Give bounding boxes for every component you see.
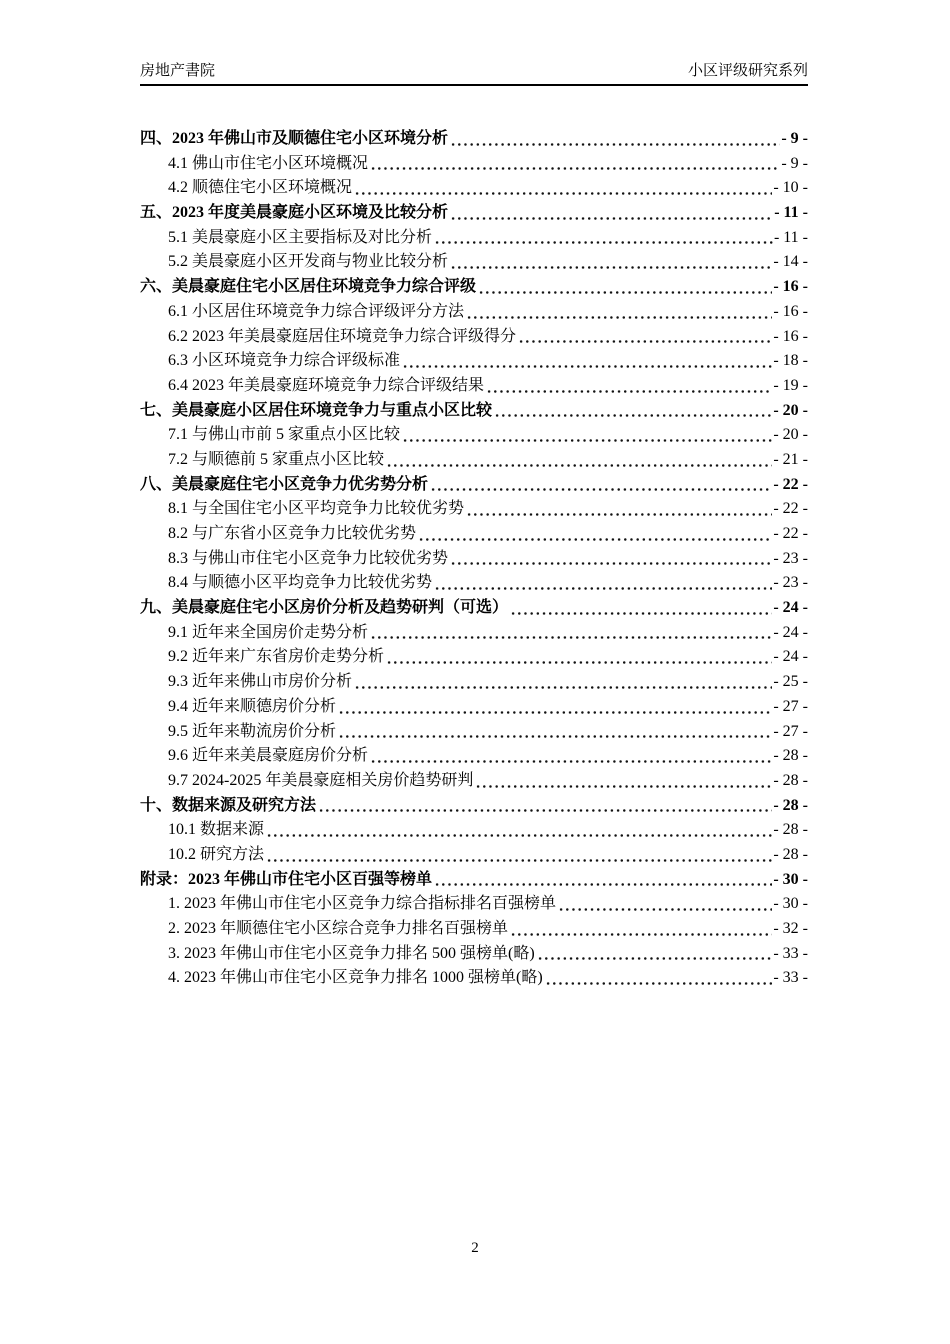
toc-entry-leader — [386, 645, 772, 670]
page-footer — [0, 1240, 950, 1257]
toc-entry-title: 9.7 2024-2025 年美晨豪庭相关房价趋势研判 — [168, 771, 474, 789]
toc-entry-title: 6.2 2023 年美晨豪庭居住环境竞争力综合评级得分 — [168, 327, 517, 345]
toc-entry-title: 8.2 与广东省小区竞争力比较优劣势 — [168, 525, 417, 542]
toc-entry-title: 十、数据来源及研究方法 — [140, 796, 317, 814]
toc-entry-page: - 16 - — [773, 302, 808, 320]
toc-entry-leader — [510, 917, 772, 942]
toc-entry-page: - 19 - — [773, 376, 808, 394]
toc-entry-title: 附录：2023 年佛山市住宅小区百强等榜单 — [140, 870, 433, 888]
toc-entry[interactable] — [140, 744, 808, 769]
toc-entry-title: 10.1 数据来源 — [168, 821, 265, 839]
toc-entry-leader — [318, 794, 772, 819]
toc-entry[interactable] — [140, 720, 808, 745]
toc-entry-page: - 33 - — [773, 944, 808, 962]
toc-entry-leader — [430, 473, 772, 498]
toc-entry-leader — [402, 349, 772, 374]
toc-entry-page: - 28 - — [773, 821, 808, 839]
toc-entry[interactable] — [140, 152, 808, 177]
toc-entry-title: 9.6 近年来美晨豪庭房价分析 — [168, 747, 369, 765]
toc-entry-page: - 9 - — [781, 154, 808, 172]
toc-entry-title: 8.1 与全国住宅小区平均竞争力比较优劣势 — [168, 500, 465, 518]
toc-entry-leader — [370, 744, 772, 769]
toc-entry-leader — [266, 818, 772, 843]
toc-entry-leader — [386, 448, 772, 473]
toc-entry[interactable] — [140, 670, 808, 695]
toc-entry-title: 10.2 研究方法 — [168, 845, 265, 863]
toc-entry-page: - 11 - — [773, 228, 808, 246]
toc-entry-page: - 24 - — [773, 648, 808, 666]
toc-entry-title: 1. 2023 年佛山市住宅小区竞争力综合指标排名百强榜单 — [168, 895, 557, 913]
toc-entry-page: - 10 - — [773, 179, 808, 197]
toc-entry-page: - 18 - — [773, 352, 808, 370]
toc-entry-leader — [475, 769, 772, 794]
toc-entry[interactable] — [140, 596, 808, 621]
toc-entry-page: - 23 - — [773, 549, 808, 567]
toc-entry-leader — [266, 843, 772, 868]
toc-entry-title: 4.1 佛山市住宅小区环境概况 — [168, 154, 369, 172]
toc-entry[interactable] — [140, 176, 808, 201]
toc-entry-page: - 27 - — [773, 722, 808, 740]
header-left-title: 房地产書院 — [140, 62, 216, 79]
toc-entry-page: - 21 - — [773, 450, 808, 468]
toc-entry-page: - 16 - — [773, 327, 808, 345]
toc-entry-title: 8.3 与佛山市住宅小区竞争力比较优劣势 — [168, 549, 449, 567]
toc-entry-leader — [450, 250, 772, 275]
toc-entry[interactable] — [140, 695, 808, 720]
toc-entry-title: 3. 2023 年佛山市住宅小区竞争力排名 500 强榜单(略) — [168, 944, 535, 962]
toc-entry-leader — [510, 596, 772, 621]
toc-entry-title: 5.2 美晨豪庭小区开发商与物业比较分析 — [168, 253, 449, 271]
toc-entry-page: - 27 - — [773, 697, 808, 715]
toc-list — [140, 127, 808, 991]
toc-entry-leader — [466, 497, 772, 522]
toc-entry-title: 七、美晨豪庭小区居住环境竞争力与重点小区比较 — [140, 401, 493, 419]
toc-entry-leader — [450, 201, 773, 226]
toc-entry[interactable] — [140, 868, 808, 893]
toc-entry-leader — [494, 399, 772, 424]
toc-entry[interactable] — [140, 448, 808, 473]
toc-entry-leader — [478, 275, 772, 300]
toc-entry[interactable] — [140, 917, 808, 942]
toc-entry-title: 5.1 美晨豪庭小区主要指标及对比分析 — [168, 228, 433, 246]
toc-entry[interactable] — [140, 275, 808, 300]
toc-entry-leader — [402, 423, 772, 448]
toc-entry-page: - 24 - — [773, 599, 808, 617]
toc-entry-page: - 11 - — [774, 204, 808, 222]
toc-entry-leader — [537, 942, 773, 967]
toc-entry-title: 2. 2023 年顺德住宅小区综合竞争力排名百强榜单 — [168, 920, 509, 937]
toc-entry[interactable] — [140, 300, 808, 325]
toc-entry-title: 四、2023 年佛山市及顺德住宅小区环境分析 — [140, 130, 449, 147]
toc-entry-title: 9.5 近年来勒流房价分析 — [168, 722, 337, 740]
toc-entry-leader — [558, 892, 772, 917]
toc-entry-page: - 24 - — [773, 623, 808, 641]
toc-entry-title: 6.1 小区居住环境竞争力综合评级评分方法 — [168, 302, 465, 320]
toc-entry[interactable] — [140, 522, 808, 547]
toc-entry-leader — [354, 670, 772, 695]
toc-entry-leader — [354, 176, 772, 201]
toc-entry[interactable] — [140, 497, 808, 522]
toc-entry[interactable] — [140, 818, 808, 843]
toc-entry-leader — [434, 868, 772, 893]
toc-entry-leader — [450, 127, 780, 152]
toc-entry-page: - 22 - — [773, 525, 808, 542]
footer-page-number: 2 — [471, 1240, 479, 1256]
toc-entry-leader — [450, 547, 772, 572]
toc-entry-title: 6.3 小区环境竞争力综合评级标准 — [168, 352, 401, 370]
toc-entry-title: 9.1 近年来全国房价走势分析 — [168, 623, 369, 641]
toc-entry-page: - 32 - — [773, 920, 808, 937]
toc-entry-title: 4. 2023 年佛山市住宅小区竞争力排名 1000 强榜单(略) — [168, 969, 543, 987]
toc-entry-leader — [338, 695, 772, 720]
toc-entry-page: - 28 - — [773, 796, 808, 814]
toc-entry[interactable] — [140, 942, 808, 967]
toc-entry-leader — [418, 522, 772, 547]
toc-entry[interactable] — [140, 621, 808, 646]
toc-entry-page: - 16 - — [773, 278, 808, 296]
page-header — [140, 62, 808, 86]
toc-entry-page: - 30 - — [773, 870, 808, 888]
toc-entry-title: 八、美晨豪庭住宅小区竞争力优劣势分析 — [140, 475, 429, 493]
toc-entry[interactable] — [140, 794, 808, 819]
toc-entry[interactable] — [140, 892, 808, 917]
toc-entry-leader — [466, 300, 772, 325]
toc-entry[interactable] — [140, 473, 808, 498]
toc-entry[interactable] — [140, 127, 808, 152]
toc-entry-title: 7.1 与佛山市前 5 家重点小区比较 — [168, 426, 401, 444]
toc-entry-title: 六、美晨豪庭住宅小区居住环境竞争力综合评级 — [140, 278, 477, 296]
toc-entry[interactable] — [140, 769, 808, 794]
toc-entry[interactable] — [140, 250, 808, 275]
toc-entry[interactable] — [140, 399, 808, 424]
toc-entry-page: - 28 - — [773, 771, 808, 789]
toc-entry-title: 6.4 2023 年美晨豪庭环境竞争力综合评级结果 — [168, 376, 485, 394]
toc-entry-leader — [545, 966, 773, 991]
toc-entry-title: 4.2 顺德住宅小区环境概况 — [168, 179, 353, 197]
toc-entry-page: - 28 - — [773, 747, 808, 765]
toc-entry[interactable] — [140, 645, 808, 670]
toc-entry-page: - 22 - — [773, 475, 808, 493]
toc-entry-page: - 30 - — [773, 895, 808, 913]
toc-entry-title: 8.4 与顺德小区平均竞争力比较优劣势 — [168, 574, 433, 592]
toc-entry-title: 7.2 与顺德前 5 家重点小区比较 — [168, 450, 385, 468]
toc-entry[interactable] — [140, 571, 808, 596]
toc-entry-leader — [370, 621, 772, 646]
toc-entry[interactable] — [140, 201, 808, 226]
toc-entry[interactable] — [140, 966, 808, 991]
toc-entry-leader — [434, 571, 772, 596]
toc-entry-title: 9.4 近年来顺德房价分析 — [168, 697, 337, 715]
toc-entry[interactable] — [140, 423, 808, 448]
toc-entry[interactable] — [140, 226, 808, 251]
toc-entry-leader — [518, 325, 772, 350]
toc-entry-leader — [370, 152, 780, 177]
toc-entry-leader — [434, 226, 773, 251]
toc-entry-leader — [486, 374, 772, 399]
toc-entry-page: - 20 - — [773, 401, 808, 419]
toc-entry-page: - 23 - — [773, 574, 808, 592]
toc-entry-page: - 9 - — [781, 130, 808, 147]
toc-entry[interactable] — [140, 349, 808, 374]
toc-entry-leader — [338, 720, 772, 745]
toc-entry-title: 9.3 近年来佛山市房价分析 — [168, 673, 353, 691]
toc-entry-page: - 33 - — [773, 969, 808, 987]
toc-entry[interactable] — [140, 547, 808, 572]
toc-entry-title: 九、美晨豪庭住宅小区房价分析及趋势研判（可选） — [140, 599, 509, 617]
toc-entry-page: - 22 - — [773, 500, 808, 518]
toc-entry-title: 五、2023 年度美晨豪庭小区环境及比较分析 — [140, 204, 449, 222]
toc-entry-title: 9.2 近年来广东省房价走势分析 — [168, 648, 385, 666]
toc-entry[interactable] — [140, 374, 808, 399]
toc-entry-page: - 28 - — [773, 845, 808, 863]
toc-entry-page: - 25 - — [773, 673, 808, 691]
toc-entry-page: - 14 - — [773, 253, 808, 271]
toc-entry[interactable] — [140, 325, 808, 350]
toc-entry-page: - 20 - — [773, 426, 808, 444]
toc-entry[interactable] — [140, 843, 808, 868]
header-right-title: 小区评级研究系列 — [687, 62, 808, 79]
